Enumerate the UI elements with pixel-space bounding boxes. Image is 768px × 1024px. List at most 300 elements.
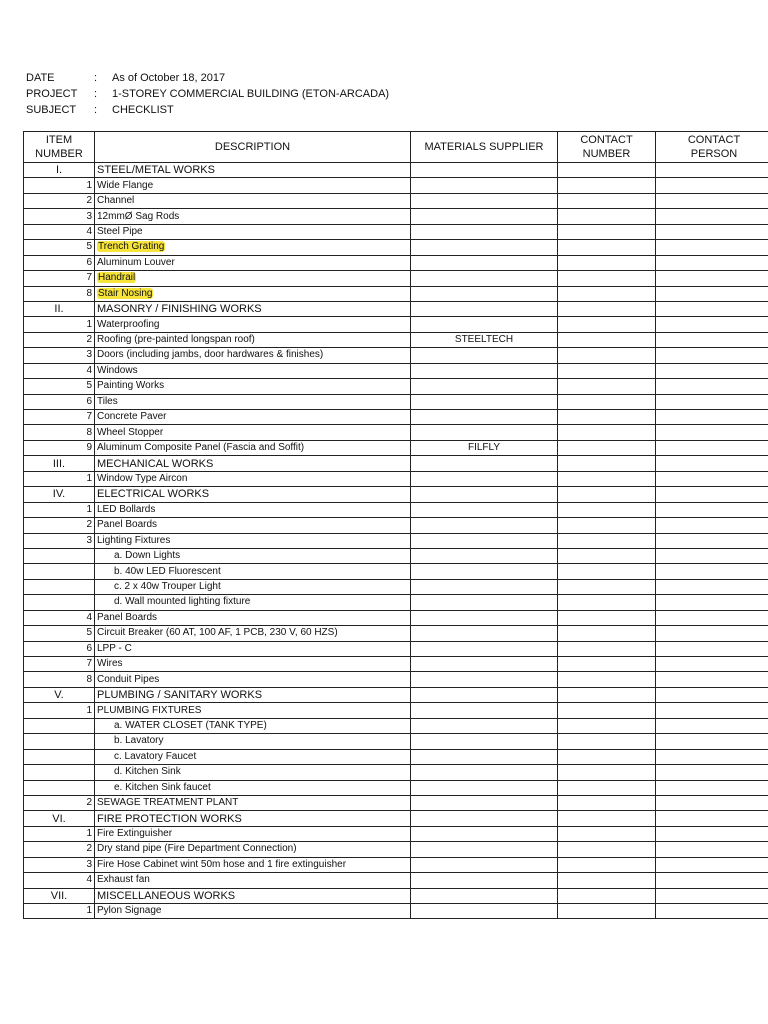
item-number-cell: 5 xyxy=(24,379,95,394)
supplier-cell xyxy=(411,564,558,579)
section-row xyxy=(24,888,768,903)
project-value: 1-STOREY COMMERCIAL BUILDING (ETON-ARCADA) xyxy=(112,88,390,100)
colon: : xyxy=(94,88,98,100)
table-row xyxy=(24,193,768,208)
description-text: PLUMBING FIXTURES xyxy=(97,704,202,716)
contact-number-cell xyxy=(558,795,656,810)
supplier-cell xyxy=(411,240,558,255)
description-text: Wires xyxy=(97,658,123,670)
description-text: ELECTRICAL WORKS xyxy=(97,488,210,501)
item-number-cell xyxy=(24,548,95,563)
item-number-cell: 2 xyxy=(24,518,95,533)
description-cell xyxy=(95,240,411,255)
item-number-cell: 1 xyxy=(24,904,95,919)
description-text: Exhaust fan xyxy=(97,874,150,886)
contact-person-cell xyxy=(656,425,768,440)
supplier-cell xyxy=(411,579,558,594)
highlighted-description: Stair Nosing xyxy=(98,287,153,299)
contact-number-cell xyxy=(558,502,656,517)
description-text: a. WATER CLOSET (TANK TYPE) xyxy=(114,719,267,731)
project-label: PROJECT xyxy=(26,88,78,100)
contact-number-cell xyxy=(558,348,656,363)
item-number-cell: 3 xyxy=(24,209,95,224)
contact-person-cell xyxy=(656,780,768,795)
supplier-cell xyxy=(411,487,558,502)
table-row xyxy=(24,873,768,888)
contact-number-cell xyxy=(558,734,656,749)
contact-person-cell xyxy=(656,178,768,193)
item-number-cell: 6 xyxy=(24,641,95,656)
table-row xyxy=(24,255,768,270)
contact-person-cell xyxy=(656,410,768,425)
contact-person-cell xyxy=(656,240,768,255)
description-cell xyxy=(95,440,411,455)
item-number-cell: 2 xyxy=(24,842,95,857)
description-cell xyxy=(95,255,411,270)
description-text: b. 40w LED Fluorescent xyxy=(114,565,221,577)
contact-number-cell xyxy=(558,533,656,548)
section-row xyxy=(24,301,768,316)
supplier-cell xyxy=(411,209,558,224)
description-text: c. Lavatory Faucet xyxy=(114,750,197,762)
description-text: LPP - C xyxy=(97,642,132,654)
description-text: Painting Works xyxy=(97,380,165,392)
table-row xyxy=(24,533,768,548)
contact-person-cell xyxy=(656,487,768,502)
description-cell xyxy=(95,301,411,316)
supplier-cell xyxy=(411,904,558,919)
description-cell xyxy=(95,348,411,363)
supplier-cell xyxy=(411,224,558,239)
description-cell xyxy=(95,672,411,687)
supplier-cell xyxy=(411,626,558,641)
contact-number-cell xyxy=(558,224,656,239)
header-line: NUMBER xyxy=(35,148,83,160)
description-cell xyxy=(95,888,411,903)
table-row xyxy=(24,410,768,425)
contact-number-cell xyxy=(558,826,656,841)
table-row xyxy=(24,672,768,687)
description-cell xyxy=(95,765,411,780)
highlighted-description: Handrail xyxy=(98,272,136,284)
supplier-cell xyxy=(411,873,558,888)
supplier-cell xyxy=(411,718,558,733)
section-row xyxy=(24,456,768,471)
description-cell xyxy=(95,811,411,826)
table-row xyxy=(24,610,768,625)
table-row xyxy=(24,641,768,656)
supplier-cell xyxy=(411,471,558,486)
description-text: Conduit Pipes xyxy=(97,673,160,685)
supplier-cell xyxy=(411,888,558,903)
header-line: ITEM xyxy=(45,134,73,146)
contact-number-cell xyxy=(558,193,656,208)
supplier-cell xyxy=(411,765,558,780)
description-cell xyxy=(95,502,411,517)
description-cell xyxy=(95,286,411,301)
table-row xyxy=(24,363,768,378)
description-cell xyxy=(95,610,411,625)
table-row xyxy=(24,425,768,440)
contact-number-cell xyxy=(558,687,656,702)
contact-person-cell xyxy=(656,749,768,764)
description-header: DESCRIPTION xyxy=(95,132,411,163)
description-text: FIRE PROTECTION WORKS xyxy=(97,812,242,825)
description-cell xyxy=(95,456,411,471)
description-cell xyxy=(95,703,411,718)
description-text: 12mmØ Sag Rods xyxy=(97,210,180,222)
supplier-cell xyxy=(411,425,558,440)
contact-number-cell xyxy=(558,842,656,857)
table-row xyxy=(24,548,768,563)
supplier-cell xyxy=(411,842,558,857)
item-number-cell: 1 xyxy=(24,502,95,517)
section-row xyxy=(24,687,768,702)
contact-person-cell xyxy=(656,348,768,363)
contact-person-cell xyxy=(656,193,768,208)
table-row xyxy=(24,502,768,517)
contact-person-cell xyxy=(656,456,768,471)
supplier-cell xyxy=(411,348,558,363)
description-text: Wheel Stopper xyxy=(97,426,164,438)
contact-number-cell xyxy=(558,873,656,888)
contact-person-header xyxy=(656,132,768,163)
table-row xyxy=(24,734,768,749)
supplier-cell: FILFLY xyxy=(411,440,558,455)
table-row xyxy=(24,440,768,455)
item-number-cell: 1 xyxy=(24,471,95,486)
description-cell xyxy=(95,379,411,394)
supplier-header: MATERIALS SUPPLIER xyxy=(411,132,558,163)
item-number-cell: 4 xyxy=(24,873,95,888)
supplier-cell xyxy=(411,595,558,610)
supplier-cell xyxy=(411,749,558,764)
item-number-cell: 5 xyxy=(24,240,95,255)
description-text: Fire Extinguisher xyxy=(97,828,173,840)
supplier-cell xyxy=(411,610,558,625)
supplier-cell xyxy=(411,734,558,749)
supplier-cell xyxy=(411,502,558,517)
contact-number-cell xyxy=(558,425,656,440)
supplier-cell xyxy=(411,548,558,563)
description-text: PLUMBING / SANITARY WORKS xyxy=(97,689,263,702)
contact-number-cell xyxy=(558,857,656,872)
contact-person-cell xyxy=(656,564,768,579)
contact-number-cell xyxy=(558,271,656,286)
description-cell xyxy=(95,795,411,810)
item-number-cell: 4 xyxy=(24,610,95,625)
colon: : xyxy=(94,104,98,116)
description-text: MISCELLANEOUS WORKS xyxy=(97,889,236,902)
item-number-cell: I. xyxy=(24,163,95,178)
item-number-cell: 2 xyxy=(24,332,95,347)
description-cell xyxy=(95,749,411,764)
header-line: CONTACT xyxy=(687,134,741,146)
table-row xyxy=(24,471,768,486)
description-cell xyxy=(95,533,411,548)
contact-number-cell xyxy=(558,718,656,733)
table-row xyxy=(24,718,768,733)
description-text: b. Lavatory xyxy=(114,735,164,747)
description-cell xyxy=(95,826,411,841)
item-number-cell: 2 xyxy=(24,795,95,810)
description-text: d. Wall mounted lighting fixture xyxy=(114,596,251,608)
table-row xyxy=(24,564,768,579)
contact-number-cell xyxy=(558,332,656,347)
table-row xyxy=(24,394,768,409)
description-cell xyxy=(95,163,411,178)
contact-number-cell xyxy=(558,610,656,625)
item-number-cell: III. xyxy=(24,456,95,471)
supplier-cell xyxy=(411,379,558,394)
contact-person-cell xyxy=(656,163,768,178)
contact-number-cell xyxy=(558,317,656,332)
description-cell xyxy=(95,518,411,533)
table-row xyxy=(24,826,768,841)
item-number-cell: 4 xyxy=(24,363,95,378)
description-text: SEWAGE TREATMENT PLANT xyxy=(97,797,239,809)
description-cell xyxy=(95,780,411,795)
description-cell xyxy=(95,873,411,888)
contact-number-cell xyxy=(558,163,656,178)
description-cell xyxy=(95,332,411,347)
description-text: c. 2 x 40w Trouper Light xyxy=(114,581,221,593)
contact-person-cell xyxy=(656,440,768,455)
header-line: NUMBER xyxy=(582,148,631,160)
supplier-cell xyxy=(411,363,558,378)
contact-number-cell xyxy=(558,178,656,193)
table-row xyxy=(24,904,768,919)
table-header-row xyxy=(24,132,768,163)
contact-person-cell xyxy=(656,842,768,857)
contact-number-cell xyxy=(558,641,656,656)
table-row xyxy=(24,379,768,394)
supplier-cell xyxy=(411,518,558,533)
contact-person-cell xyxy=(656,873,768,888)
date-row xyxy=(26,70,389,86)
item-number-cell xyxy=(24,718,95,733)
supplier-cell: STEELTECH xyxy=(411,332,558,347)
item-number-cell: IV. xyxy=(24,487,95,502)
item-number-cell: 2 xyxy=(24,193,95,208)
table-row xyxy=(24,857,768,872)
contact-person-cell xyxy=(656,641,768,656)
contact-person-cell xyxy=(656,718,768,733)
contact-number-header xyxy=(558,132,656,163)
supplier-cell xyxy=(411,687,558,702)
item-number-cell xyxy=(24,734,95,749)
contact-number-cell xyxy=(558,410,656,425)
table-row xyxy=(24,657,768,672)
contact-person-cell xyxy=(656,857,768,872)
contact-person-cell xyxy=(656,765,768,780)
contact-person-cell xyxy=(656,595,768,610)
section-row xyxy=(24,811,768,826)
project-row xyxy=(26,86,389,102)
contact-person-cell xyxy=(656,301,768,316)
contact-person-cell xyxy=(656,209,768,224)
table-row xyxy=(24,703,768,718)
supplier-cell xyxy=(411,795,558,810)
description-cell xyxy=(95,595,411,610)
highlighted-description: Trench Grating xyxy=(98,241,165,253)
description-text: Concrete Paver xyxy=(97,411,167,423)
description-cell xyxy=(95,193,411,208)
description-cell xyxy=(95,904,411,919)
description-cell xyxy=(95,548,411,563)
supplier-cell xyxy=(411,533,558,548)
item-number-cell xyxy=(24,749,95,764)
description-text: Panel Boards xyxy=(97,611,158,623)
description-cell xyxy=(95,178,411,193)
document-header xyxy=(26,70,389,118)
description-cell xyxy=(95,687,411,702)
item-number-cell: II. xyxy=(24,301,95,316)
supplier-cell xyxy=(411,163,558,178)
contact-number-cell xyxy=(558,394,656,409)
header-line: CONTACT xyxy=(580,134,633,146)
supplier-cell xyxy=(411,394,558,409)
subject-row xyxy=(26,102,389,118)
description-text: Tiles xyxy=(97,395,118,407)
supplier-cell xyxy=(411,271,558,286)
contact-number-cell xyxy=(558,456,656,471)
description-text: Wide Flange xyxy=(97,179,154,191)
description-text: a. Down Lights xyxy=(114,550,181,562)
contact-number-cell xyxy=(558,904,656,919)
contact-person-cell xyxy=(656,286,768,301)
item-number-cell: 4 xyxy=(24,224,95,239)
description-text: Roofing (pre-painted longspan roof) xyxy=(97,334,255,346)
contact-number-cell xyxy=(558,749,656,764)
item-number-cell xyxy=(24,765,95,780)
date-value: As of October 18, 2017 xyxy=(112,72,226,84)
header-line: PERSON xyxy=(690,148,738,160)
section-row xyxy=(24,163,768,178)
description-text: Steel Pipe xyxy=(97,225,143,237)
contact-person-cell xyxy=(656,255,768,270)
contact-number-cell xyxy=(558,209,656,224)
contact-number-cell xyxy=(558,518,656,533)
contact-number-cell xyxy=(558,626,656,641)
contact-number-cell xyxy=(558,363,656,378)
description-cell xyxy=(95,626,411,641)
item-number-cell: 6 xyxy=(24,394,95,409)
contact-person-cell xyxy=(656,672,768,687)
table-row xyxy=(24,209,768,224)
contact-person-cell xyxy=(656,888,768,903)
contact-person-cell xyxy=(656,502,768,517)
table-row xyxy=(24,240,768,255)
description-text: Dry stand pipe (Fire Department Connection) xyxy=(97,843,297,855)
table-row xyxy=(24,317,768,332)
contact-number-cell xyxy=(558,579,656,594)
description-text: Pylon Signage xyxy=(97,905,162,917)
item-number-cell: 5 xyxy=(24,626,95,641)
contact-person-cell xyxy=(656,734,768,749)
supplier-cell xyxy=(411,178,558,193)
description-text: STEEL/METAL WORKS xyxy=(97,164,215,177)
subject-label: SUBJECT xyxy=(26,104,77,116)
colon: : xyxy=(94,72,98,84)
contact-person-cell xyxy=(656,687,768,702)
description-text: Aluminum Louver xyxy=(97,256,175,268)
description-cell xyxy=(95,718,411,733)
contact-person-cell xyxy=(656,703,768,718)
item-number-cell: 3 xyxy=(24,533,95,548)
contact-person-cell xyxy=(656,610,768,625)
supplier-cell xyxy=(411,857,558,872)
contact-person-cell xyxy=(656,471,768,486)
contact-number-cell xyxy=(558,780,656,795)
table-row xyxy=(24,224,768,239)
table-row xyxy=(24,626,768,641)
date-label: DATE xyxy=(26,72,55,84)
contact-person-cell xyxy=(656,533,768,548)
item-number-cell: 3 xyxy=(24,348,95,363)
description-text: Aluminum Composite Panel (Fascia and Soffit) xyxy=(97,442,305,454)
item-number-cell: 1 xyxy=(24,317,95,332)
description-text: Lighting Fixtures xyxy=(97,534,171,546)
contact-number-cell xyxy=(558,379,656,394)
description-text: MASONRY / FINISHING WORKS xyxy=(97,303,262,316)
description-text: Waterproofing xyxy=(97,318,160,330)
item-number-cell: 7 xyxy=(24,410,95,425)
description-cell xyxy=(95,657,411,672)
description-cell xyxy=(95,410,411,425)
section-row xyxy=(24,487,768,502)
description-text: LED Bollards xyxy=(97,503,156,515)
description-text: Fire Hose Cabinet wint 50m hose and 1 fire extinguisher xyxy=(97,858,347,870)
description-cell xyxy=(95,271,411,286)
description-cell xyxy=(95,842,411,857)
contact-number-cell xyxy=(558,657,656,672)
contact-person-cell xyxy=(656,657,768,672)
supplier-cell xyxy=(411,672,558,687)
contact-number-cell xyxy=(558,888,656,903)
contact-number-cell xyxy=(558,471,656,486)
supplier-cell xyxy=(411,301,558,316)
contact-person-cell xyxy=(656,579,768,594)
contact-number-cell xyxy=(558,672,656,687)
table-row xyxy=(24,271,768,286)
description-cell xyxy=(95,564,411,579)
contact-person-cell xyxy=(656,548,768,563)
contact-number-cell xyxy=(558,301,656,316)
item-number-cell: 1 xyxy=(24,178,95,193)
contact-person-cell xyxy=(656,394,768,409)
supplier-cell xyxy=(411,255,558,270)
description-text: Window Type Aircon xyxy=(97,472,188,484)
item-number-cell: 3 xyxy=(24,857,95,872)
item-number-cell: 8 xyxy=(24,425,95,440)
contact-number-cell xyxy=(558,703,656,718)
description-text: Circuit Breaker (60 AT, 100 AF, 1 PCB, 230 V, 60 HZS) xyxy=(97,627,338,639)
table-row xyxy=(24,765,768,780)
supplier-cell xyxy=(411,703,558,718)
contact-person-cell xyxy=(656,332,768,347)
contact-number-cell xyxy=(558,487,656,502)
item-number-cell: 1 xyxy=(24,703,95,718)
table-row xyxy=(24,332,768,347)
description-cell xyxy=(95,857,411,872)
contact-number-cell xyxy=(558,811,656,826)
table-row xyxy=(24,348,768,363)
table-row xyxy=(24,780,768,795)
supplier-cell xyxy=(411,317,558,332)
description-text: d. Kitchen Sink xyxy=(114,766,181,778)
item-number-cell: 7 xyxy=(24,271,95,286)
